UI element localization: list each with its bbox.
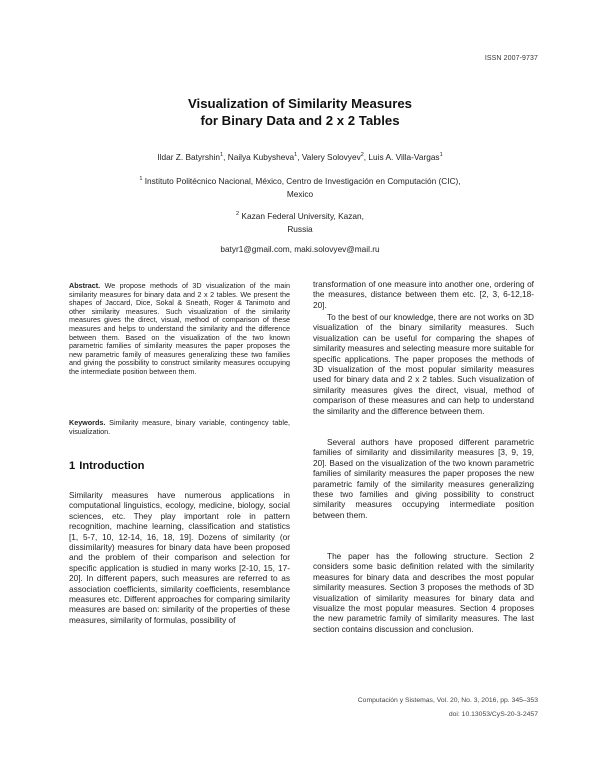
author-affil-mark: 1 xyxy=(294,152,298,159)
intro-paragraph-2: To the best of our knowledge, there are not works on 3D visualization of the binary similarity measures. Such visualization can be useful for comparing the shapes of similarity measures and selecting measure more suitable for specific applications. The paper proposes the methods of 3D visualization of the most popular similarity measures used for binary data and 2 x 2 tables. Such visualization of similarity measures gives the direct, visual, method of comparison of these measures and can help to understand the similarity and the difference between them. xyxy=(313,312,534,416)
section-heading-introduction xyxy=(69,460,148,472)
issn-label: ISSN 2007-9737 xyxy=(484,55,538,62)
author-name: Nailya Kubysheva xyxy=(227,152,295,162)
intro-paragraph-1-continued: transformation of one measure into another one, ordering of the measures, distance between them etc. [2, 3, 6-12,18-20]. xyxy=(313,279,534,310)
keywords xyxy=(69,419,290,436)
author-name: Luis A. Villa-Vargas xyxy=(368,152,440,162)
author-list: Ildar Z. Batyrshin$^1$, Nailya Kubysheva$^1$, Valery Solovyev$^2$, Luis A. Villa-Vargas$^1$ xyxy=(157,152,443,162)
journal-citation: Computación y Sistemas, Vol. 20, No. 3, 2016, pp. 345–353 xyxy=(357,697,538,704)
author-affil-mark: 2 xyxy=(360,152,364,159)
affil-mark: 1 xyxy=(139,176,143,183)
author-affil-mark: 1 xyxy=(439,152,443,159)
keywords-text: Similarity measure, binary variable, contingency table, visualization. xyxy=(69,418,291,436)
affil-line: Russia xyxy=(287,223,313,234)
author-affil-mark: 1 xyxy=(220,152,224,159)
title-line-1: Visualization of Similarity Measures xyxy=(187,96,413,111)
affiliation-1 xyxy=(0,175,600,200)
section-number: 1 xyxy=(69,460,76,472)
abstract-label: Abstract. xyxy=(69,281,101,290)
author-name: Valery Solovyev xyxy=(301,152,361,162)
affil-mark: 2 xyxy=(236,211,240,218)
abstract-text: We propose methods of 3D visualization of the main similarity measures for binary data and 2 x 2 tables. We present the shapes of Jaccard, Dice, Sokal & Sneath, Roger & Tanimoto and other similarity measures. Such visualization of the similarity measures gives the direct, visual, method of comparison of these measures and helps to understand the similarity and the difference between them. Based on the visualization of the two known parametric families of similarity measures the paper proposes the new parametric family of measures generalizing these two families and giving the possibility to construct similarity measures occupying the intermediate position between them. xyxy=(69,281,290,376)
affiliation-2 xyxy=(0,210,600,235)
doi-label: doi: 10.13053/CyS-20-3-2457 xyxy=(448,711,538,718)
intro-paragraph-3: Several authors have proposed different parametric families of similarity and dissimilarity measures [3, 9, 19, 20]. Based on the visualization of the two known parametric families of similarity measures the paper proposes the new parametric family of the similarity measures generalizing these two families and giving possibility to construct similarity measures occupying intermediate position between them. xyxy=(313,437,534,520)
abstract xyxy=(69,282,290,377)
title-line-2: for Binary Data and 2 x 2 Tables xyxy=(200,113,400,128)
paper-title xyxy=(0,95,600,129)
affil-line: Kazan Federal University, Kazan, xyxy=(241,211,364,221)
affil-line: Instituto Politécnico Nacional, México, Centro de Investigación en Computación (CIC), xyxy=(144,176,461,186)
section-title: Introduction xyxy=(79,460,145,472)
author-emails: batyr1@gmail.com, maki.solovyev@mail.ru xyxy=(220,244,380,254)
affil-line: Mexico xyxy=(286,188,314,199)
author-name: Ildar Z. Batyrshin xyxy=(157,152,221,162)
keywords-label: Keywords. xyxy=(69,418,106,427)
intro-paragraph-1: Similarity measures have numerous applications in computational linguistics, ecology, medicine, biology, social sciences, etc. They play important role in pattern recognition, machine learning, classification and statistics [1, 5-7, 10, 12-14, 16, 18, 19]. Dozens of similarity (or dissimilarity) measures for binary data have been proposed and the problem of their comparison and selection for specific application is studied in many works [2-10, 15, 17-20]. In different papers, such measures are referred to as association coefficients, similarity coefficients, resemblance measures etc. Different approaches for comparing similarity measures are based on: similarity of the properties of these measures, similarity of formulas, possibility of xyxy=(69,490,290,625)
intro-paragraph-4: The paper has the following structure. Section 2 considers some basic definition related with the similarity measures for binary data and describes the most popular similarity measures. Section 3 proposes the methods of 3D visualization of similarity measures for binary data and visualize the most popular measures. Section 4 proposes the new parametric family of similarity measures. The last section contains discussion and conclusion. xyxy=(313,551,534,634)
